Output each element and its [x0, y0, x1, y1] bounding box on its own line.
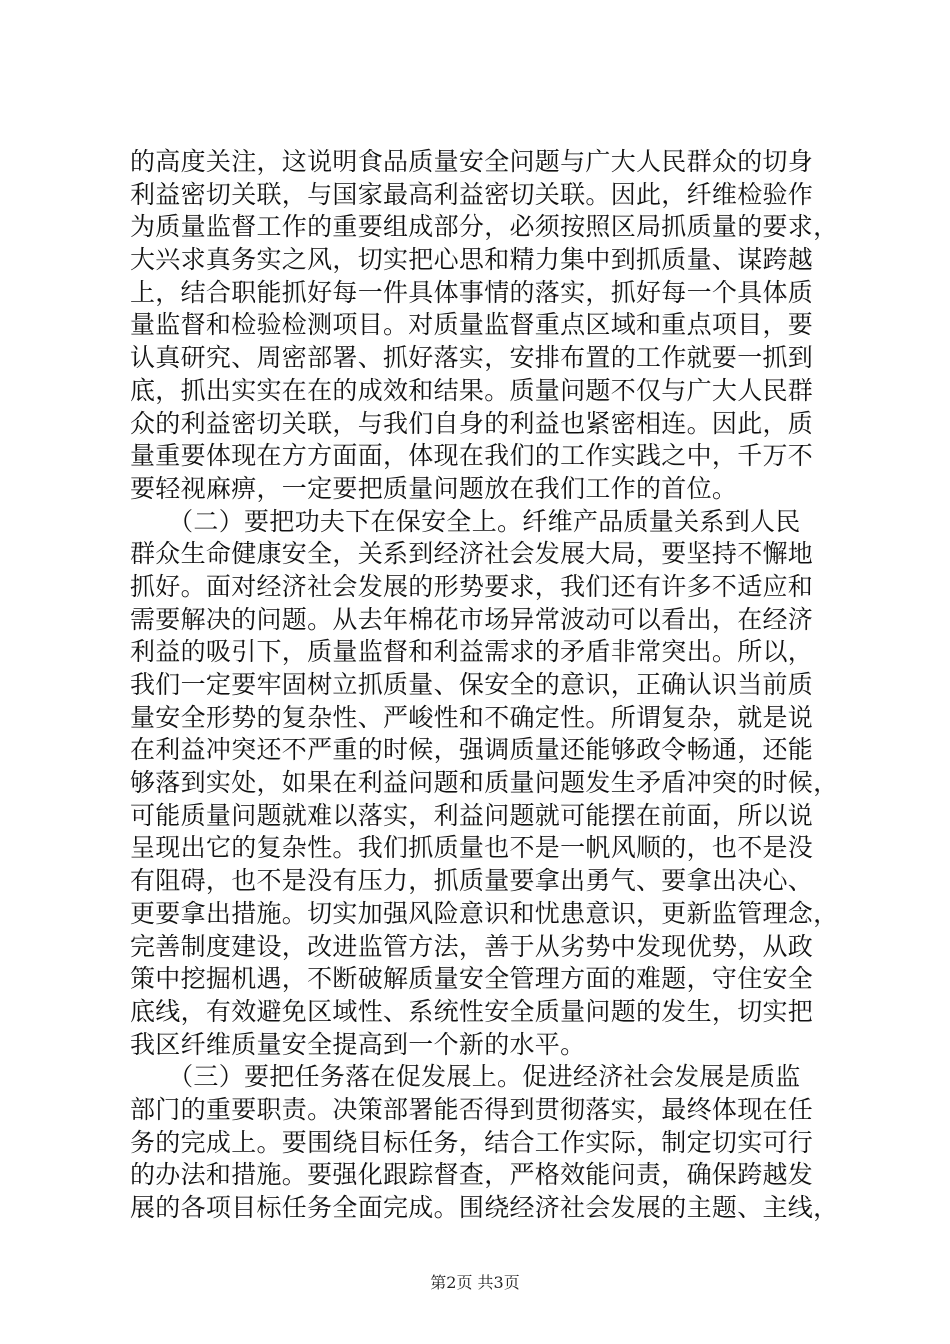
text-line: 的办法和措施。要强化跟踪督查，严格效能问责，确保跨越发	[130, 1160, 814, 1190]
text-line: 认真研究、周密部署、抓好落实，安排布置的工作就要一抓到	[130, 343, 814, 373]
text-line: 展的各项目标任务全面完成。围绕经济社会发展的主题、主线，	[130, 1193, 839, 1222]
text-line: 大兴求真务实之风，切实把心思和精力集中到抓质量、谋跨越	[130, 245, 814, 275]
text-line: 为质量监督工作的重要组成部分，必须按照区局抓质量的要求，	[130, 212, 839, 242]
text-line: （二）要把功夫下在保安全上。纤维产品质量关系到人民	[130, 506, 801, 536]
text-line: 量安全形势的复杂性、严峻性和不确定性。所谓复杂，就是说	[130, 702, 814, 732]
text-line: 抓好。面对经济社会发展的形势要求，我们还有许多不适应和	[130, 571, 814, 601]
text-line: 呈现出它的复杂性。我们抓质量也不是一帆风顺的，也不是没	[130, 833, 814, 863]
text-line: 在利益冲突还不严重的时候，强调质量还能够政令畅通，还能	[130, 735, 814, 765]
text-line: 众的利益密切关联，与我们自身的利益也紧密相连。因此，质	[130, 408, 814, 438]
text-line: 利益密切关联，与国家最高利益密切关联。因此，纤维检验作	[130, 179, 814, 209]
text-line: 要轻视麻痹，一定要把质量问题放在我们工作的首位。	[130, 473, 738, 503]
text-line: 需要解决的问题。从去年棉花市场异常波动可以看出，在经济	[130, 604, 814, 634]
text-line: （三）要把任务落在促发展上。促进经济社会发展是质监	[130, 1062, 801, 1092]
text-line: 可能质量问题就难以落实，利益问题就可能摆在前面，所以说	[130, 800, 814, 830]
text-line: 利益的吸引下，质量监督和利益需求的矛盾非常突出。所以，	[130, 637, 814, 667]
text-line: 底，抓出实实在在的成效和结果。质量问题不仅与广大人民群	[130, 375, 814, 405]
body-text	[130, 146, 839, 1225]
text-line: 底线，有效避免区域性、系统性安全质量问题的发生，切实把	[130, 996, 814, 1026]
text-line: 够落到实处，如果在利益问题和质量问题发生矛盾冲突的时候，	[130, 768, 839, 798]
text-line: 部门的重要职责。决策部署能否得到贯彻落实，最终体现在任	[130, 1094, 814, 1124]
text-line: 完善制度建设，改进监管方法，善于从劣势中发现优势，从政	[130, 931, 814, 961]
page-footer: 第2页 共3页	[430, 1273, 520, 1292]
text-line: 群众生命健康安全，关系到经济社会发展大局，要坚持不懈地	[130, 539, 814, 569]
text-line: 上，结合职能抓好每一件具体事情的落实，抓好每一个具体质	[130, 277, 814, 307]
text-line: 有阻碍，也不是没有压力，抓质量要拿出勇气、要拿出决心、	[130, 866, 814, 896]
text-line: 量重要体现在方方面面，体现在我们的工作实践之中，千万不	[130, 441, 814, 471]
text-line: 我们一定要牢固树立抓质量、保安全的意识，正确认识当前质	[130, 670, 814, 699]
text-line: 更要拿出措施。切实加强风险意识和忧患意识，更新监管理念，	[130, 898, 839, 928]
text-line: 的高度关注，这说明食品质量安全问题与广大人民群众的切身	[130, 147, 814, 176]
text-line: 务的完成上。要围绕目标任务，结合工作实际，制定切实可行	[130, 1127, 814, 1157]
text-line: 量监督和检验检测项目。对质量监督重点区域和重点项目，要	[130, 310, 814, 340]
text-line: 策中挖掘机遇，不断破解质量安全管理方面的难题，守住安全	[130, 964, 814, 994]
text-line: 我区纤维质量安全提高到一个新的水平。	[130, 1029, 586, 1059]
